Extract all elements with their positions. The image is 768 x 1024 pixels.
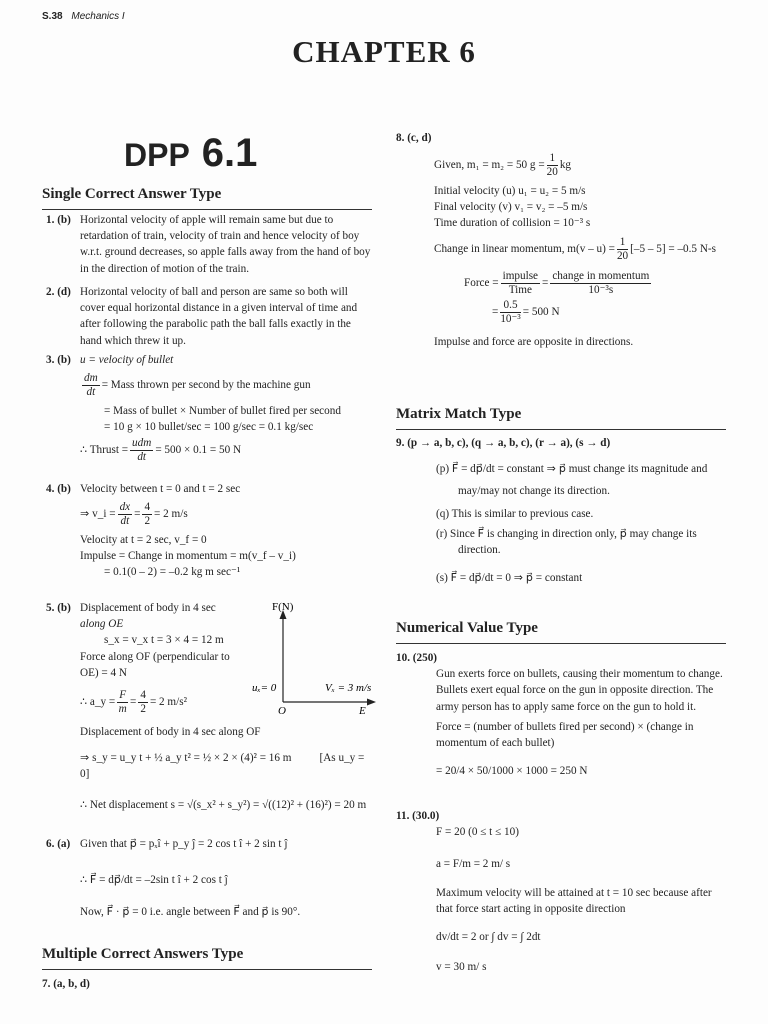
frac-time: Time (508, 284, 532, 297)
force-diagram (250, 598, 380, 718)
answer-8-line9: Impulse and force are opposite in directions. (434, 335, 634, 348)
answer-5: 5. (b) Displacement of body in 4 sec along OE s_x = v_x t = 3 × 4 = 12 m Force along OF (perpendicular to OE) = 4 N ∴ a_y = $\frac{F}{m}$ = $\frac{4}{2}$ = 2 m/s² Displacement of body in 4 sec along OF ⇒ s_y = u_y t + ½ a_y t² = ½ × 2 × (4)² = 16 m [As u_y = 0] ∴ Net displacement s = √(s_x² + s_y²) = √((12)² + (16)²) = 20 m (46, 600, 372, 813)
answer-11-line4: dv/dt = 2 or ∫ dv = ∫ 2dt (436, 931, 541, 944)
answer-5-line5: OE) = 4 N (80, 666, 128, 679)
answer-8-line1b: kg (559, 159, 572, 172)
answer-2 (46, 284, 372, 349)
answer-6-line3: Now, F⃗ · p⃗ = 0 i.e. angle between F⃗ and p⃗ is 90°. (80, 906, 301, 919)
answer-2-text: Horizontal velocity of ball and person are same so both will cover equal horizontal distance in a given interval of time and after following the parabolic path the ball falls exactly in the hand which threw it up. (80, 286, 358, 347)
answer-1-text: Horizontal velocity of apple will remain same but due to retardation of train, velocity of train and hence velocity of boy w.r.t. ground decreases, so apple falls away from the hand of boy in the direction of motion of the train. (80, 214, 371, 275)
answer-9-p2: may/may not change its direction. (458, 485, 610, 498)
answer-3-line2: = Mass thrown per second by the machine gun (101, 379, 311, 392)
answer-9 (396, 435, 730, 587)
answer-7-num: 7. (a, b, d) (42, 978, 90, 990)
fig-label-E: E (359, 705, 366, 717)
answer-8-line2: Initial velocity (u) u₁ = u₂ = 5 m/s (434, 184, 586, 197)
answer-5-line9b: [As u_y = 0] (80, 752, 365, 781)
answer-5-line2: along OE (80, 618, 124, 631)
frac-ts: 10⁻³s (588, 284, 614, 297)
dpp-label: DPP (124, 137, 190, 173)
book-title: Mechanics I (71, 11, 125, 22)
answer-4-line2: ⇒ v_i = (80, 508, 116, 521)
answer-5-line7: = 2 m/s² (149, 696, 187, 709)
answer-9-r2: direction. (458, 544, 501, 557)
frac-d1: 20 (546, 166, 558, 179)
answer-4: 4. (b) Velocity between t = 0 and t = 2 sec ⇒ v_i = $\frac{dx}{dt}$ = $\frac{4}{2}$ = 2 m/s Velocity at t = 2 sec, v_f = 0 Impulse = Change in momentum = m(v_f – v_i) = 0.1(0 – 2) = –0.2 kg m sec⁻¹ (46, 481, 372, 581)
answer-2-num: 2. (d) (46, 286, 71, 298)
answer-11-line3: Maximum velocity will be attained at t = 10 sec because after that force start acting in opposite direction (436, 886, 712, 915)
answer-10-line2: Force = (number of bullets fired per second) × (change in momentum of each bullet) (436, 720, 694, 750)
answer-9-q: (q) This is similar to previous case. (436, 507, 594, 520)
answer-6-line2: ∴ F⃗ = dp⃗/dt = –2sin t î + 2 cos t ĵ (80, 874, 228, 887)
answer-4-line3: = 2 m/s (154, 508, 188, 521)
section-numerical: Numerical Value Type (396, 618, 726, 644)
answer-3-num: 3. (b) (46, 354, 71, 366)
answer-11-line5: v = 30 m/ s (436, 961, 487, 974)
answer-3-line1: u = velocity of bullet (80, 354, 174, 366)
answer-1-num: 1. (b) (46, 214, 71, 226)
answer-8-line7: = (492, 306, 499, 319)
answer-8-line3: Final velocity (v) v₁ = v₂ = –5 m/s (434, 201, 588, 214)
answer-3: 3. (b) u = velocity of bullet $\frac{dm}{dt}$ = Mass thrown per second by the machine gun = Mass of bullet × Number of bullet fired per second = 10 g × 10 bullet/sec = 100 g/sec = 0.1 kg/sec ∴ Thrust = $\frac{\text{udm}}{dt}$ = 500 × 0.1 = 50 N (46, 352, 372, 464)
answer-8: 8. (c, d) Given, m₁ = m₂ = 50 g = $\frac{1}{20}$ kg Initial velocity (u) u₁ = u₂ = 5 m/s Final velocity (v) v₁ = v₂ = –5 m/s Time duration of collision = 10⁻³ s Change in linear momentum, m(v – u) = $\frac{1}{20}$ [–5 – 5] = –0.5 N-s Force = $\frac{\text{impulse}}{\text{Time}}$ = $\frac{\text{change in momentum}}{\text{10⁻³s}}$ = $\frac{0.5}{\text{10⁻³}}$ = 500 N Impulse and force are opposite in directions. (396, 130, 730, 350)
answer-11 (396, 808, 730, 976)
answer-4-line6: = 0.1(0 – 2) = –0.2 kg m sec⁻¹ (104, 566, 241, 579)
answer-10-num: 10. (250) (396, 652, 438, 664)
answer-5-line10: ∴ Net displacement s = √(s_x² + s_y²) = √((12)² + (16)²) = 20 m (80, 798, 367, 811)
answer-3-line4: = 10 g × 10 bullet/sec = 100 g/sec = 0.1 kg/sec (104, 421, 314, 434)
answer-8-line8: = 500 N (522, 306, 560, 319)
answer-3-line3: = Mass of bullet × Number of bullet fired per second (104, 404, 341, 417)
answer-3-line5: ∴ Thrust = (80, 444, 129, 457)
answer-6-num: 6. (a) (46, 838, 71, 850)
dpp-title (124, 124, 257, 182)
answer-6 (46, 836, 372, 921)
answer-5-line8: Displacement of body in 4 sec along OF (80, 725, 261, 738)
answer-4-line4: Velocity at t = 2 sec, v_f = 0 (80, 533, 207, 546)
frac-n1: 1 (547, 152, 558, 166)
frac-d3: 10⁻³ (500, 313, 521, 326)
dpp-number: 6.1 (201, 131, 258, 175)
page-number: S.38 (42, 11, 63, 22)
answer-11-line1: F = 20 (0 ≤ t ≤ 10) (436, 826, 519, 839)
answer-3-line6: = 500 × 0.1 = 50 N (155, 444, 242, 457)
chapter-title: CHAPTER 6 (292, 34, 476, 69)
answer-10-line3: = 20/4 × 50/1000 × 1000 = 250 N (436, 765, 588, 778)
answer-4-num: 4. (b) (46, 483, 71, 495)
frac-impulse: impulse (502, 270, 539, 283)
answer-5-line1: Displacement of body in 4 sec (80, 602, 216, 614)
section-multiple: Multiple Correct Answers Type (42, 944, 372, 970)
answer-9-s: (s) F⃗ = dp⃗/dt = 0 ⇒ p⃗ = constant (436, 572, 583, 585)
answer-8-line4: Time duration of collision = 10⁻³ s (434, 217, 591, 230)
answer-8-line6: Force = (464, 277, 499, 290)
answer-1 (46, 212, 372, 277)
answer-5-line6: ∴ a_y = (80, 696, 116, 709)
answer-5-line3: s_x = v_x t = 3 × 4 = 12 m (104, 634, 224, 647)
frac-change: change in momentum (552, 270, 650, 283)
answer-9-p: (p) F⃗ = dp⃗/dt = constant ⇒ p⃗ must change its magnitude and (436, 463, 708, 476)
section-matrix: Matrix Match Type (396, 404, 726, 430)
page-header (42, 10, 125, 25)
answer-8-line5: Change in linear momentum, m(v – u) = (434, 242, 615, 255)
answer-5-num: 5. (b) (46, 602, 71, 614)
section-single: Single Correct Answer Type (42, 184, 372, 210)
answer-11-num: 11. (30.0) (396, 810, 440, 822)
frac-05: 0.5 (500, 299, 520, 313)
answer-4-line5: Impulse = Change in momentum = m(v_f – v_i) (80, 550, 296, 563)
fig-label-F: F(N) (272, 601, 294, 613)
answer-8-line1: Given, m₁ = m₂ = 50 g = (434, 159, 545, 172)
answer-5-line4: Force along OF (perpendicular to (80, 650, 230, 663)
fig-label-O: O (278, 705, 286, 717)
answer-10 (396, 650, 730, 780)
fig-label-ux: uₓ= 0 (252, 682, 277, 694)
answer-5-line9: ⇒ s_y = u_y t + ½ a_y t² = ½ × 2 × (4)² = 16 m (80, 752, 292, 765)
answer-4-line1: Velocity between t = 0 and t = 2 sec (80, 483, 241, 495)
answer-8-line5b: [–5 – 5] = –0.5 N-s (630, 242, 716, 255)
answer-10-text: Gun exerts force on bullets, causing their momentum to change. Bullets exert equal force on the gun in opposite direction. The army person has to apply same force on the gun to hold it. (436, 668, 723, 713)
answer-9-num: 9. (p → a, b, c), (q → a, b, c), (r → a), (s → d) (396, 437, 611, 449)
answer-8-num: 8. (c, d) (396, 132, 432, 144)
fig-label-Vx: Vₓ = 3 m/s (325, 682, 372, 694)
answer-11-line2: a = F/m = 2 m/ s (436, 858, 511, 871)
answer-6-line1: Given that p⃗ = pₓî + p_y ĵ = 2 cos t î + 2 sin t ĵ (80, 838, 288, 850)
answer-9-r: (r) Since F⃗ is changing in direction only, p⃗ may change its (436, 527, 697, 540)
